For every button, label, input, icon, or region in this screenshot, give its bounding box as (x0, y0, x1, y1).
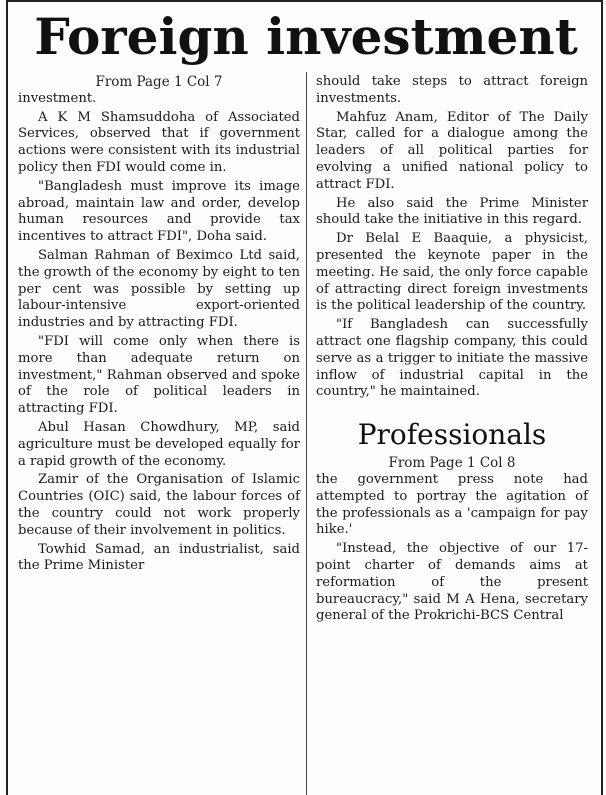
paragraph: should take steps to attract foreign investments. (316, 74, 588, 106)
subheadline: Professionals (357, 418, 547, 452)
paragraph: "FDI will come only when there is more than adequate return on investment," Rahman observed and spoke of the role of political leaders in attracting FDI. (18, 333, 300, 417)
paragraph: Mahfuz Anam, Editor of The Daily Star, called for a dialogue among the leaders of all political parties for evolving a unified national policy to attract FDI. (316, 109, 588, 192)
paragraph: "If Bangladesh can successfully attract one flagship company, this could serve as a trigger to initiate the massive inflow of industrial capital in the country," he maintained. (316, 317, 588, 400)
paragraph: Zamir of the Organisation of Islamic Countries (OIC) said, the labour forces of the country could not work properly because of their involvement in politics. (18, 472, 300, 538)
jump-line: From Page 1 Col 8 (388, 455, 516, 472)
column-divider (306, 72, 307, 795)
jump-line: From Page 1 Col 7 (95, 74, 223, 90)
paragraph: "Bangladesh must improve its image abroad, maintain law and order, develop human resources and provide tax incentives to attract FDI", Doha said. (18, 178, 300, 245)
left-column (18, 74, 300, 577)
paragraph: Towhid Samad, an industrialist, said the Prime Minister (18, 541, 300, 574)
left-border-rule (6, 0, 8, 795)
paragraph: Dr Belal E Baaquie, a physicist, presented the keynote paper in the meeting. He said, the only force capable of attracting direct foreign investments is the political leadership of the country. (316, 231, 588, 314)
right-border-rule (601, 0, 603, 795)
paragraph: the government press note had attempted to portray the agitation of the professionals as a 'campaign for pay hike.' (316, 471, 588, 538)
paragraph: investment. (18, 90, 97, 106)
paragraph: He also said the Prime Minister should take the initiative in this regard. (316, 195, 588, 228)
paragraph: A K M Shamsuddoha of Associated Services, observed that if government actions were consistent with its industrial policy then FDI would come in. (18, 109, 300, 175)
right-column (316, 74, 588, 627)
headline: Foreign investment (34, 7, 578, 66)
paragraph: Abul Hasan Chowdhury, MP, said agriculture must be developed equally for a rapid growth of the economy. (18, 419, 300, 469)
paragraph: Salman Rahman of Beximco Ltd said, the growth of the economy by eight to ten per cent was possible by setting up labour-intensive export-oriented industries and by attracting FDI. (18, 247, 300, 331)
paragraph: "Instead, the objective of our 17-point charter of demands aims at reformation of the present bureaucracy," said M A Hena, secretary general of the Prokrichi-BCS Central (316, 541, 588, 624)
